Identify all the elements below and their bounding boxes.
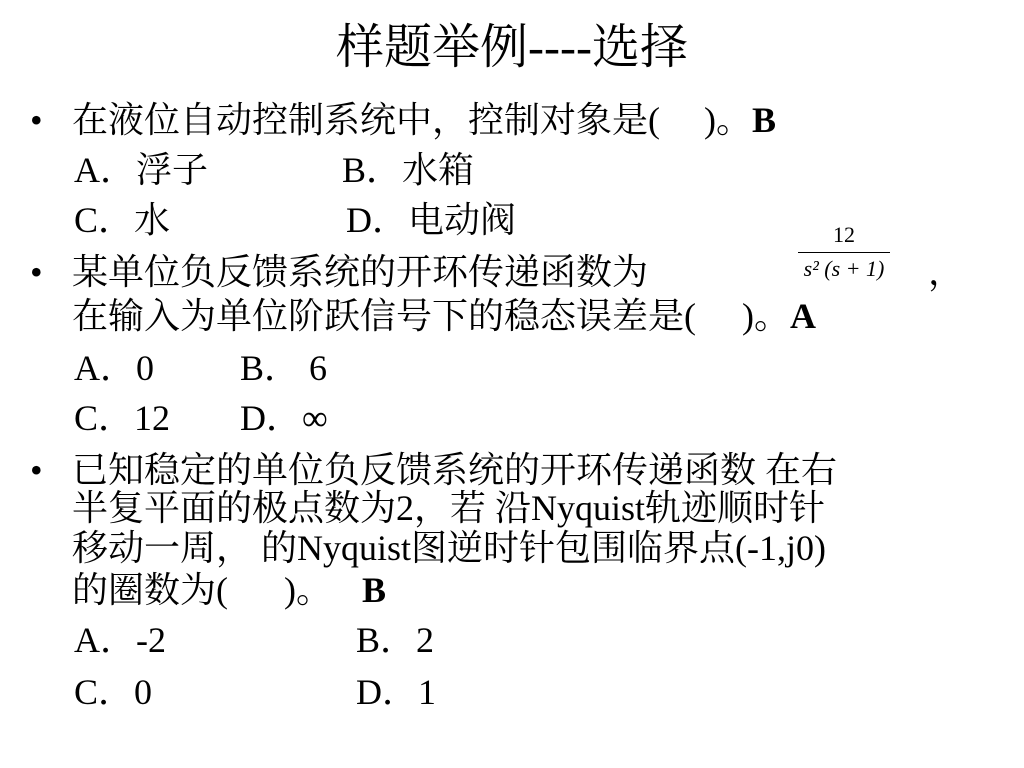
question-2-answer: A (790, 296, 816, 336)
question-2-text: 某单位负反馈系统的开环传递函数为 (72, 252, 649, 292)
question-3-option-a: A．-2 (74, 620, 166, 660)
question-2-option-c: C．12 (74, 398, 171, 438)
question-3-option-d: D．1 (356, 672, 436, 712)
question-3-option-c: C．0 (74, 672, 153, 712)
question-2-line-1 (30, 248, 648, 296)
question-3-line-2: 半复平面的极点数为2，若 沿Nyquist轨迹顺时针 (72, 488, 826, 528)
question-2-line-2-text: 在输入为单位阶跃信号下的稳态误差是( (72, 296, 696, 336)
question-1-stem (30, 96, 776, 144)
question-1-close: )。 (704, 100, 752, 140)
question-3-line-3: 移动一周， 的Nyquist图逆时针包围临界点(-1,j0) (72, 528, 826, 568)
question-3-answer: B (362, 570, 387, 610)
question-2-option-b: B． 6 (240, 348, 328, 388)
fraction-numerator: 12 (833, 222, 855, 247)
question-1-text: 在液位自动控制系统中，控制对象是( (72, 100, 660, 140)
fraction-bar (798, 252, 890, 253)
question-3-close: )。 (284, 570, 332, 610)
question-2-line-2 (72, 292, 816, 340)
question-1-option-c: C．水 (74, 200, 171, 240)
question-3-option-b: B．2 (356, 620, 435, 660)
bullet: • (30, 252, 43, 292)
question-2-option-d: D．∞ (240, 398, 328, 438)
question-1-option-a: A．浮子 (74, 150, 208, 190)
page-title: 样题举例----选择 (336, 21, 688, 74)
question-1-option-d: D．电动阀 (346, 200, 516, 240)
transfer-function-fraction (794, 222, 894, 288)
question-3-line-4 (72, 566, 386, 614)
bullet: • (30, 100, 43, 140)
question-3-line-1-text: 已知稳定的单位负反馈系统的开环传递函数 在右 (72, 450, 838, 490)
question-2-option-a: A．0 (74, 348, 154, 388)
question-2-comma: ， (928, 252, 965, 292)
question-2-close: )。 (742, 296, 790, 336)
question-1-option-b: B．水箱 (342, 150, 475, 190)
question-3-line-4-text: 的圈数为( (72, 570, 228, 610)
question-1-answer: B (752, 100, 777, 140)
bullet: • (30, 450, 43, 490)
fraction-denominator: s² (s + 1) (803, 256, 885, 281)
